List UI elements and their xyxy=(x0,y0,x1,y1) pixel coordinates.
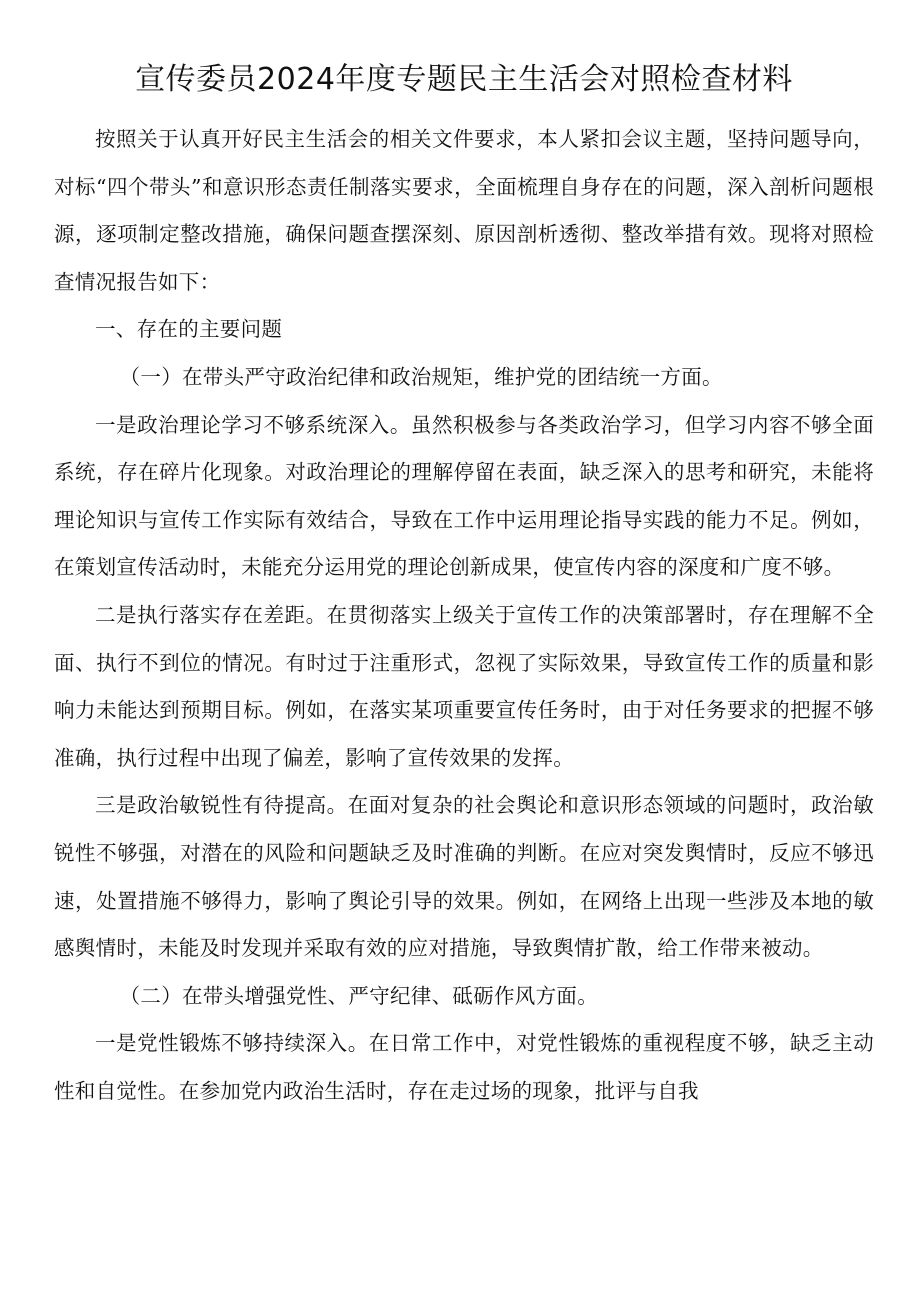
paragraph-political-sensitivity: 三是政治敏锐性有待提高。在面对复杂的社会舆论和意识形态领域的问题时，政治敏锐性不够强，对潜在的风险和问题缺乏及时准确的判断。在应对突发舆情时，反应不够迅速，处置措施不够得力，影响了舆论引导的效果。例如，在网络上出现一些涉及本地的敏感舆情时，未能及时发现并采取有效的应对措施，导致舆情扩散，给工作带来被动。 xyxy=(54,793,874,961)
section-heading-main-problems: 一、存在的主要问题 xyxy=(95,317,283,342)
document-title: 宣传委员2024年度专题民主生活会对照检查材料 xyxy=(135,62,793,97)
subsection-heading-political-discipline: （一）在带头严守政治纪律和政治规矩，维护党的团结统一方面。 xyxy=(119,364,723,389)
intro-paragraph: 按照关于认真开好民主生活会的相关文件要求，本人紧扣会议主题，坚持问题导向，对标“四个带头”和意识形态责任制落实要求，全面梳理自身存在的问题，深入剖析问题根源，逐项制定整改措施，确保问题查摆深刻、原因剖析透彻、整改举措有效。现将对照检查情况报告如下： xyxy=(54,127,874,294)
paragraph-execution-gap: 二是执行落实存在差距。在贯彻落实上级关于宣传工作的决策部署时，存在理解不全面、执行不到位的情况。有时过于注重形式，忽视了实际效果，导致宣传工作的质量和影响力未能达到预期目标。例如，在落实某项重要宣传任务时，由于对任务要求的把握不够准确，执行过程中出现了偏差，影响了宣传效果的发挥。 xyxy=(54,602,874,770)
paragraph-party-spirit-training: 一是党性锻炼不够持续深入。在日常工作中，对党性锻炼的重视程度不够，缺乏主动性和自觉性。在参加党内政治生活时，存在走过场的现象，批评与自我 xyxy=(54,1031,874,1103)
subsection-heading-party-spirit: （二）在带头增强党性、严守纪律、砥砺作风方面。 xyxy=(119,983,598,1008)
paragraph-theory-study: 一是政治理论学习不够系统深入。虽然积极参与各类政治学习，但学习内容不够全面系统，存在碎片化现象。对政治理论的理解停留在表面，缺乏深入的思考和研究，未能将理论知识与宣传工作实际有效结合，导致在工作中运用理论指导实践的能力不足。例如，在策划宣传活动时，未能充分运用党的理论创新成果，使宣传内容的深度和广度不够。 xyxy=(54,412,874,580)
